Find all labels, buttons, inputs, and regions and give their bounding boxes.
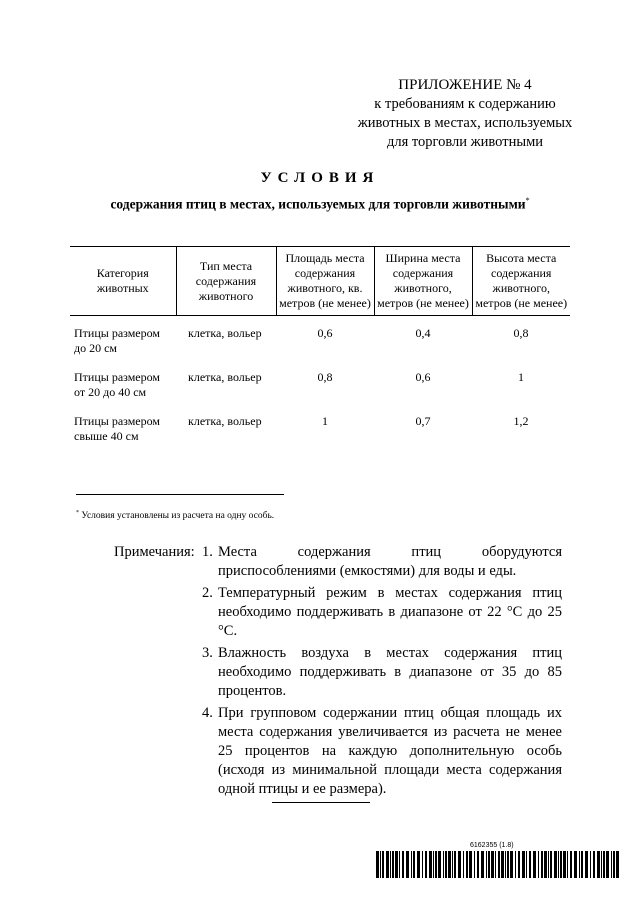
footnote-divider — [76, 494, 284, 495]
document-subtitle — [70, 196, 570, 213]
table-row — [70, 316, 570, 371]
type-cell: клетка, вольер — [188, 414, 262, 428]
table-header-row — [70, 247, 570, 316]
footnote-marker: * — [525, 196, 530, 205]
note-text: При групповом содержании птиц общая площадь их места содержания увеличивается из расчета не менее 25 процентов на каждую дополнительную особь (исходя из минимальной площади места содержания одной птицы и ее размера). — [218, 705, 562, 797]
width-cell: 0,4 — [415, 326, 431, 340]
area-cell: 0,8 — [317, 370, 333, 384]
column-header: Площадь места содержания животного, кв. метров (не менее) — [276, 247, 374, 316]
note-number: 3. — [202, 645, 213, 661]
type-cell: клетка, вольер — [188, 326, 262, 340]
note-number: 1. — [202, 544, 213, 560]
document-code: 6162355 (1.8) — [470, 842, 514, 849]
notes-label: Примечания: — [114, 544, 195, 560]
footnote-marker: * — [76, 510, 79, 516]
table-row — [70, 414, 570, 458]
width-cell: 0,6 — [415, 370, 431, 384]
width-cell: 0,7 — [415, 414, 431, 428]
category-cell: Птицы размером от 20 до 40 см — [74, 370, 160, 399]
notes-list — [202, 543, 562, 802]
area-cell: 1 — [322, 414, 328, 428]
barcode-icon — [376, 851, 622, 878]
note-item — [202, 644, 562, 701]
column-header: Категория животных — [96, 266, 149, 295]
height-cell: 0,8 — [513, 326, 529, 340]
appendix-block — [320, 76, 610, 152]
note-text: Места содержания птиц оборудуются приспособлениями (емкостями) для воды и еды. — [218, 544, 562, 579]
end-divider — [272, 802, 370, 803]
column-header: Тип места содержания животного — [176, 247, 276, 316]
note-item — [202, 543, 562, 581]
column-header: Высота места содержания животного, метров (не менее) — [472, 247, 570, 316]
note-item — [202, 584, 562, 641]
note-number: 2. — [202, 585, 213, 601]
requirements-table — [70, 246, 570, 458]
footnote-text: Условия установлены из расчета на одну особь. — [81, 511, 275, 522]
appendix-title: ПРИЛОЖЕНИЕ № 4 — [398, 77, 532, 93]
footnote — [76, 510, 274, 521]
appendix-line: животных в местах, используемых — [357, 115, 573, 131]
column-header: Ширина места содержания животного, метров (не менее) — [374, 247, 472, 316]
appendix-line: для торговли животными — [386, 134, 544, 150]
document-title: УСЛОВИЯ — [260, 170, 380, 186]
table-row — [70, 370, 570, 414]
category-cell: Птицы размером свыше 40 см — [74, 414, 160, 443]
note-number: 4. — [202, 705, 213, 721]
note-text: Влажность воздуха в местах содержания птиц необходимо поддерживать в диапазоне от 35 до 85 процентов. — [218, 645, 562, 699]
type-cell: клетка, вольер — [188, 370, 262, 384]
subtitle-text: содержания птиц в местах, используемых для торговли животными — [110, 196, 526, 212]
note-item — [202, 704, 562, 799]
appendix-line: к требованиям к содержанию — [374, 96, 556, 112]
category-cell: Птицы размером до 20 см — [74, 326, 160, 355]
note-text: Температурный режим в местах содержания птиц необходимо поддерживать в диапазоне от 22 °C до 25 °C. — [218, 585, 562, 639]
height-cell: 1 — [518, 370, 524, 384]
area-cell: 0,6 — [317, 326, 333, 340]
height-cell: 1,2 — [513, 414, 529, 428]
